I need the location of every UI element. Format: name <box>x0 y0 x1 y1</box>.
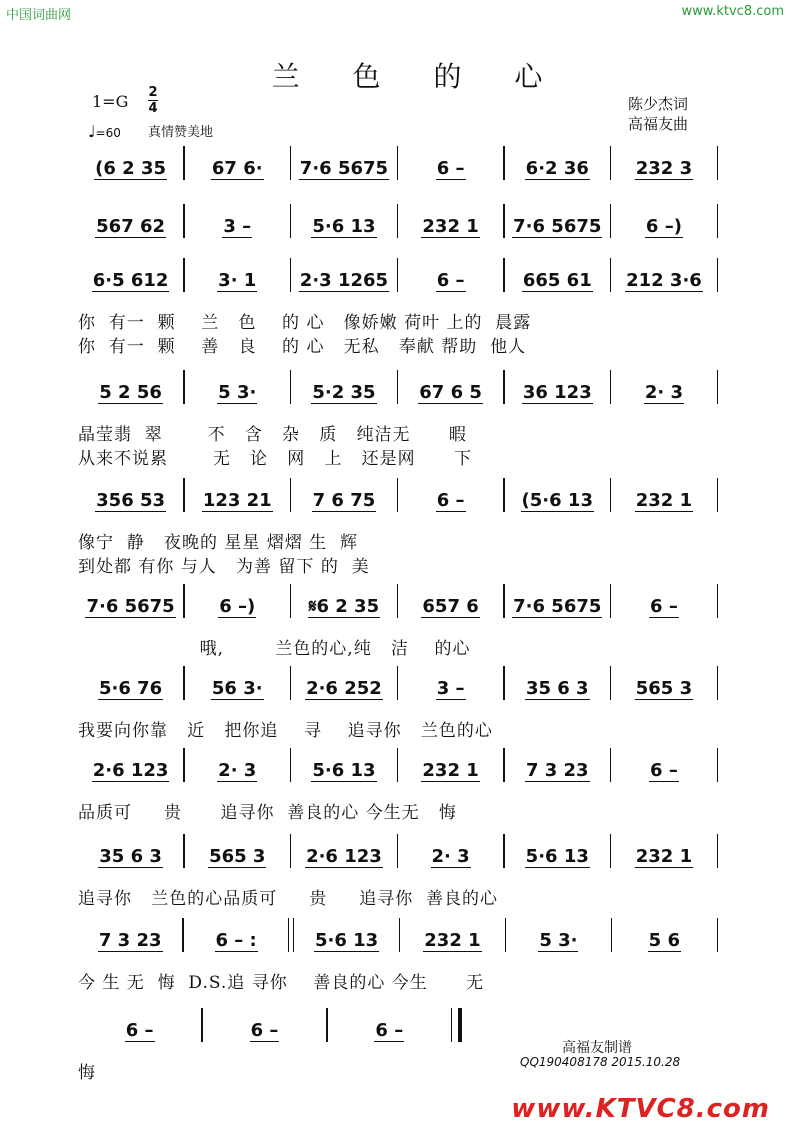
measure <box>291 482 396 512</box>
lyric-line: 今 生 无 悔 D.S.追 寻你 善良的心 今生 无 <box>78 973 485 993</box>
measure-notes: 2· 3 <box>218 760 257 781</box>
barline <box>717 204 719 238</box>
measure <box>78 838 183 868</box>
measure-notes: 7 3 23 <box>525 760 589 781</box>
score-line <box>78 588 718 628</box>
measure <box>505 752 610 782</box>
measure-notes: (6 2 35 <box>95 158 167 179</box>
lyric-line: 晶莹翡 翠 不 含 杂 质 纯洁无 暇 <box>78 425 467 445</box>
measure-notes: 2· 3 <box>431 846 470 867</box>
measure-notes: 2· 3 <box>644 382 684 403</box>
measure-notes: 2·6 252 <box>306 678 382 699</box>
score-line <box>78 208 718 248</box>
measure-notes: 232 1 <box>635 490 693 511</box>
measure-notes: 2·6 123 <box>306 846 382 867</box>
key-signature: 1=G <box>92 92 129 111</box>
measure <box>185 262 290 292</box>
measure-notes: 356 53 <box>96 490 166 511</box>
measure <box>400 922 504 952</box>
measure <box>505 374 610 404</box>
measure <box>291 752 396 782</box>
measure-notes: 6 – <box>436 158 465 179</box>
measure <box>291 150 396 180</box>
arranger-credit: 高福友制谱 <box>562 1040 632 1056</box>
measure-notes: 67 6· <box>211 158 263 179</box>
lyric-line: 你 有一 颗 善 良 的 心 无私 奉献 帮助 他人 <box>78 337 527 357</box>
measure <box>505 262 610 292</box>
tempo-marking <box>88 122 121 141</box>
score-line <box>78 482 718 522</box>
credits <box>628 94 688 134</box>
measure-notes: 35 6 3 <box>525 678 589 699</box>
quarter-note-icon: ♩ <box>88 122 96 141</box>
measure-notes: 2·3 1265 <box>299 270 389 291</box>
measure-notes: 5 6 <box>648 930 680 951</box>
measure <box>611 262 716 292</box>
barline <box>717 748 719 782</box>
measure-notes: 232 3 <box>635 158 693 179</box>
measure <box>78 1012 201 1042</box>
measure <box>78 208 183 238</box>
lyric-line: 我要向你靠 近 把你追 寻 追寻你 兰色的心 <box>78 721 493 741</box>
score-line <box>78 670 718 710</box>
measure <box>185 208 290 238</box>
measure-notes: 5 2 56 <box>99 382 162 403</box>
measure <box>78 752 183 782</box>
measure-notes: 3 – <box>436 678 465 699</box>
watermark-left: 中国词曲网 <box>6 8 72 23</box>
lyric-line: 哦, 兰色的心,纯 洁 的心 <box>78 639 471 659</box>
measure-notes: 232 1 <box>424 930 481 951</box>
measure <box>398 374 503 404</box>
notes-row <box>78 838 718 868</box>
tempo-value: =60 <box>95 126 121 140</box>
measure <box>78 150 183 180</box>
measure-notes: 7·6 5675 <box>86 596 175 617</box>
measure-notes: 6 – <box>125 1020 154 1041</box>
measure <box>78 588 183 618</box>
measure-notes: 5·6 13 <box>314 930 379 951</box>
meter-top: 2 <box>148 85 158 100</box>
measure-notes: 6 –) <box>219 596 256 617</box>
measure <box>506 922 610 952</box>
notes-row <box>78 1012 462 1042</box>
measure-notes: 6 – <box>375 1020 404 1041</box>
measure-notes: 6 – <box>436 270 465 291</box>
measure <box>291 670 396 700</box>
lyric-line: 从来不说累 无 论 网 上 还是网 下 <box>78 449 473 469</box>
measure-notes: 67 6 5 <box>419 382 482 403</box>
measure <box>505 482 610 512</box>
measure-notes: 657 6 <box>422 596 479 617</box>
measure <box>78 262 183 292</box>
site-logo: www.KTVC8.com <box>511 1094 770 1124</box>
measure-notes: 6 – <box>250 1020 279 1041</box>
measure-notes: 3 – <box>223 216 252 237</box>
barline <box>717 478 719 512</box>
measure-notes: 6 – : <box>215 930 257 951</box>
lyric-line: 追寻你 兰色的心品质可 贵 追寻你 善良的心 <box>78 889 499 909</box>
measure-notes: 565 3 <box>209 846 266 867</box>
score-line <box>78 150 718 190</box>
measure-notes: 232 1 <box>422 760 479 781</box>
measure <box>505 208 610 238</box>
measure-notes: 565 3 <box>635 678 693 699</box>
measure <box>291 374 396 404</box>
measure <box>505 838 610 868</box>
score-line <box>78 838 718 878</box>
measure-notes: 6 –) <box>645 216 682 237</box>
score-line <box>78 374 718 414</box>
notes-row <box>78 588 718 618</box>
lyric-line: 品质可 贵 追寻你 善良的心 今生无 悔 <box>78 803 457 823</box>
composer: 高福友曲 <box>628 115 689 133</box>
measure <box>291 588 396 618</box>
barline <box>717 584 719 618</box>
measure <box>398 482 503 512</box>
measure-notes: 7·6 5675 <box>513 596 602 617</box>
measure <box>398 262 503 292</box>
measure-notes: 36 123 <box>522 382 592 403</box>
measure-notes: 35 6 3 <box>99 846 162 867</box>
measure-notes: 5 3· <box>218 382 257 403</box>
measure <box>398 838 503 868</box>
notes-row <box>78 752 718 782</box>
measure-notes: 7·6 5675 <box>513 216 602 237</box>
lyric-line: 到处都 有你 与人 为善 留下 的 美 <box>78 557 370 577</box>
measure <box>612 922 716 952</box>
measure-notes: 𝄋6 2 35 <box>308 596 380 617</box>
measure <box>185 670 290 700</box>
measure <box>611 374 716 404</box>
measure-notes: 6 – <box>436 490 465 511</box>
measure <box>611 588 716 618</box>
measure <box>398 752 503 782</box>
time-signature <box>148 86 158 115</box>
measure-notes: 5·6 13 <box>312 760 376 781</box>
measure <box>78 922 182 952</box>
lyricist: 陈少杰词 <box>628 95 689 113</box>
measure <box>398 150 503 180</box>
measure <box>294 922 398 952</box>
measure <box>78 374 183 404</box>
barline <box>717 918 719 952</box>
measure <box>398 208 503 238</box>
measure <box>505 588 610 618</box>
measure <box>505 670 610 700</box>
measure <box>184 922 288 952</box>
notes-row <box>78 922 718 952</box>
barline <box>451 1008 462 1042</box>
measure-notes: 5·2 35 <box>312 382 376 403</box>
measure <box>203 1012 326 1042</box>
notes-row <box>78 150 718 180</box>
barline <box>717 666 719 700</box>
notes-row <box>78 208 718 238</box>
barline <box>717 370 719 404</box>
lyric-line: 像宁 静 夜晚的 星星 熠熠 生 辉 <box>78 533 359 553</box>
contact-info: QQ190408178 2015.10.28 <box>520 1055 681 1069</box>
measure <box>611 482 716 512</box>
score-line <box>78 922 718 962</box>
measure-notes: 665 61 <box>522 270 592 291</box>
barline <box>717 258 719 292</box>
measure <box>291 208 396 238</box>
song-title: 兰 色 的 心 <box>271 60 565 93</box>
measure-notes: 6 – <box>650 760 678 781</box>
measure-notes: 232 1 <box>422 216 479 237</box>
measure-notes: 6·2 36 <box>525 158 589 179</box>
measure <box>185 838 290 868</box>
notes-row <box>78 374 718 404</box>
measure-notes: 5·6 13 <box>312 216 376 237</box>
measure <box>78 482 183 512</box>
measure-notes: 6 – <box>650 596 678 617</box>
measure <box>185 752 290 782</box>
meter-bottom: 4 <box>148 101 158 116</box>
measure <box>185 588 290 618</box>
lyric-line: 你 有一 颗 兰 色 的 心 像娇嫩 荷叶 上的 晨露 <box>78 313 532 333</box>
measure-notes: 5·6 76 <box>98 678 163 699</box>
measure <box>185 482 290 512</box>
measure-notes: 7 6 75 <box>312 490 376 511</box>
measure <box>78 670 183 700</box>
measure-notes: 2·6 123 <box>92 760 169 781</box>
measure-notes: 56 3· <box>211 678 263 699</box>
measure <box>611 670 716 700</box>
measure <box>611 208 716 238</box>
notes-row <box>78 670 718 700</box>
measure-notes: 5 3· <box>539 930 578 951</box>
measure <box>291 838 396 868</box>
measure-notes: 7·6 5675 <box>299 158 389 179</box>
measure <box>505 150 610 180</box>
measure <box>398 670 503 700</box>
score-line <box>78 752 718 792</box>
measure-notes: 212 3·6 <box>626 270 702 291</box>
measure <box>398 588 503 618</box>
watermark-right: www.ktvc8.com <box>681 4 784 19</box>
expression-marking: 真情赞美地 <box>148 125 214 140</box>
measure <box>611 150 716 180</box>
barline <box>717 834 719 868</box>
measure <box>291 262 396 292</box>
measure-notes: 5·6 13 <box>525 846 589 867</box>
measure <box>611 752 716 782</box>
measure-notes: 232 1 <box>635 846 693 867</box>
measure <box>328 1012 451 1042</box>
measure-notes: 567 62 <box>96 216 166 237</box>
score-line <box>78 262 718 302</box>
measure-notes: 7 3 23 <box>98 930 162 951</box>
notes-row <box>78 262 718 292</box>
measure <box>185 374 290 404</box>
measure-notes: 3· 1 <box>218 270 257 291</box>
measure-notes: 6·5 612 <box>92 270 169 291</box>
barline <box>717 146 719 180</box>
measure <box>611 838 716 868</box>
notes-row <box>78 482 718 512</box>
measure <box>185 150 290 180</box>
lyric-line: 悔 <box>78 1063 96 1083</box>
measure-notes: (5·6 13 <box>521 490 593 511</box>
measure-notes: 123 21 <box>202 490 272 511</box>
